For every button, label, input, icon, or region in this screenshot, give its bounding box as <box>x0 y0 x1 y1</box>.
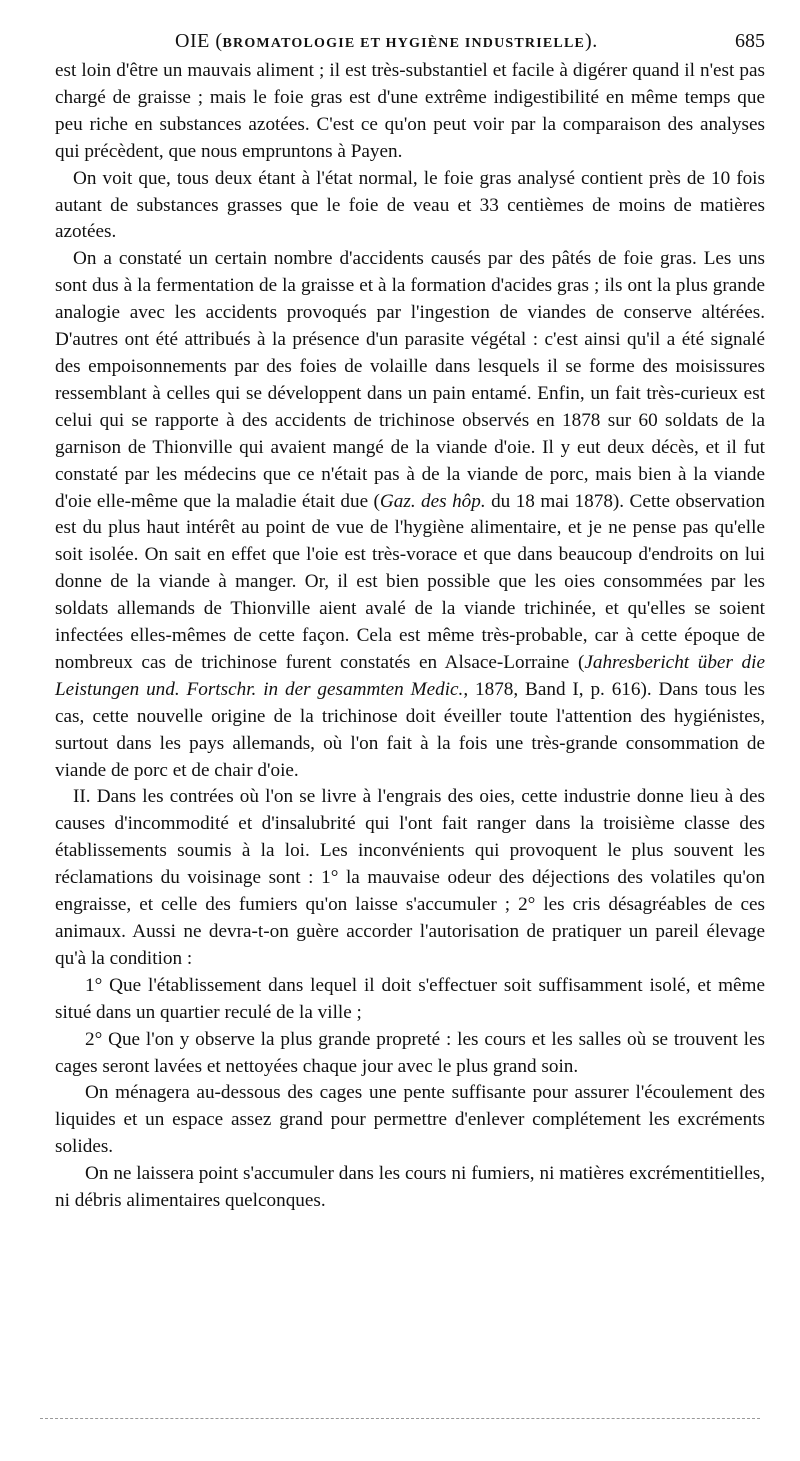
paragraph-drainage: On ménagera au-dessous des cages une pente suffisante pour assurer l'écoulement des liquides et un espace assez grand pour permettre d'enlever complétement les excréments solides. <box>55 1082 765 1158</box>
page-number: 685 <box>735 30 765 52</box>
paragraph-section-ii: II. Dans les contrées où l'on se livre à l'engrais des oies, cette industrie donne lieu à des causes d'incommodité et d'insalubrité qui l'ont fait ranger dans la troisième classe des établissements soumis à la loi. Les inconvénients qui provoquent le plus souvent les réclamations du voisinage sont : 1° la mauvaise odeur des déjections des volatiles qu'on engraisse, et celle des fumiers qu'on laisse s'accumuler ; 2° les cris désagréables de ces animaux. Aussi ne devra-t-on guère accorder l'autorisation de pratiquer un pareil élevage qu'à la condition : <box>55 786 765 969</box>
paragraph-no-accumulation: On ne laissera point s'accumuler dans les cours ni fumiers, ni matières excrémentitielles, ni débris alimentaires quelconques. <box>55 1163 765 1212</box>
document-page <box>55 24 765 1215</box>
running-title-end: ). <box>585 30 598 52</box>
running-title-subtitle: BROMATOLOGIE ET HYGIÈNE INDUSTRIELLE <box>222 36 586 51</box>
citation-jahresbericht: Jahresbericht über die Leistungen und. Fortschr. in der gesammten Medic. <box>55 651 765 700</box>
running-head <box>55 24 765 58</box>
running-title <box>175 24 598 61</box>
paragraph-accidents: On a constaté un certain nombre d'accidents causés par des pâtés de foie gras. Les uns sont dus à la fermentation de la graisse et à la formation d'acides gras ; ils ont la plus grande analogie avec les accidents provoqués par l'ingestion de viandes de conserve altérées. D'autres ont été attribués à la présence d'un parasite végétal : c'est ainsi qu'il a été signalé des empoisonnements par des foies de volaille dans lesquels il se forme des moisissures ressemblant à celles qui se développent dans un pain entamé. Enfin, un fait très-curieux est celui qui se rapporte à des accidents de trichinose observés en 1878 sur 60 soldats de la garnison de Thionville qui avaient mangé de la viande d'oie. Il y eut deux décès, et il fut constaté par les médecins que ce n'était pas à de la viande de porc, mais bien à la viande d'oie elle-même que la maladie était due (Gaz. des hôp. du 18 mai 1878). Cette observation est du plus haut intérêt au point de vue de l'hygiène alimentaire, et je ne pense pas qu'elle soit isolée. On sait en effet que l'oie est très-vorace et que dans beaucoup d'endroits on lui donne de la viande à manger. Or, il est bien possible que les oies consommées par les soldats allemands de Thionville aient avalé de la viande trichinée, et qu'elles se soient infectées elles-mêmes de cette façon. Cela est même très-probable, car à cette époque de nombreux cas de trichinose furent constatés en Alsace-Lorraine (Jahresbericht über die Leistungen und. Fortschr. in der gesammten Medic., 1878, Band I, p. 616). Dans tous les cas, cette nouvelle origine de la trichinose doit éveiller toute l'attention des hygiénistes, surtout dans les pays allemands, où l'on fait à la fois une très-grande consommation de viande de porc et de chair d'oie. <box>55 248 766 781</box>
paragraph-continuation: est loin d'être un mauvais aliment ; il est très-substantiel et facile à digérer quand il n'est pas chargé de graisse ; mais le foie gras est d'une extrême indigestibilité en même temps que peu riche en substances azotées. C'est ce qu'on peut voir par la comparaison des analyses qui précèdent, que nous empruntons à Payen. <box>55 60 765 162</box>
running-title-main: OIE ( <box>175 30 223 52</box>
body-text <box>55 58 765 1215</box>
bottom-rule <box>40 1418 760 1419</box>
citation-gazette: Gaz. des hôp. <box>379 490 486 512</box>
paragraph-condition-1: 1° Que l'établissement dans lequel il doit s'effectuer soit suffisamment isolé, et même situé dans un quartier reculé de la ville ; <box>55 974 765 1023</box>
paragraph-condition-2: 2° Que l'on y observe la plus grande propreté : les cours et les salles où se trouvent les cages seront lavées et nettoyées chaque jour avec le plus grand soin. <box>55 1028 765 1077</box>
paragraph-comparison: On voit que, tous deux étant à l'état normal, le foie gras analysé contient près de 10 fois autant de substances grasses que le foie de veau et 33 centièmes de moins de matières azotées. <box>55 167 765 243</box>
